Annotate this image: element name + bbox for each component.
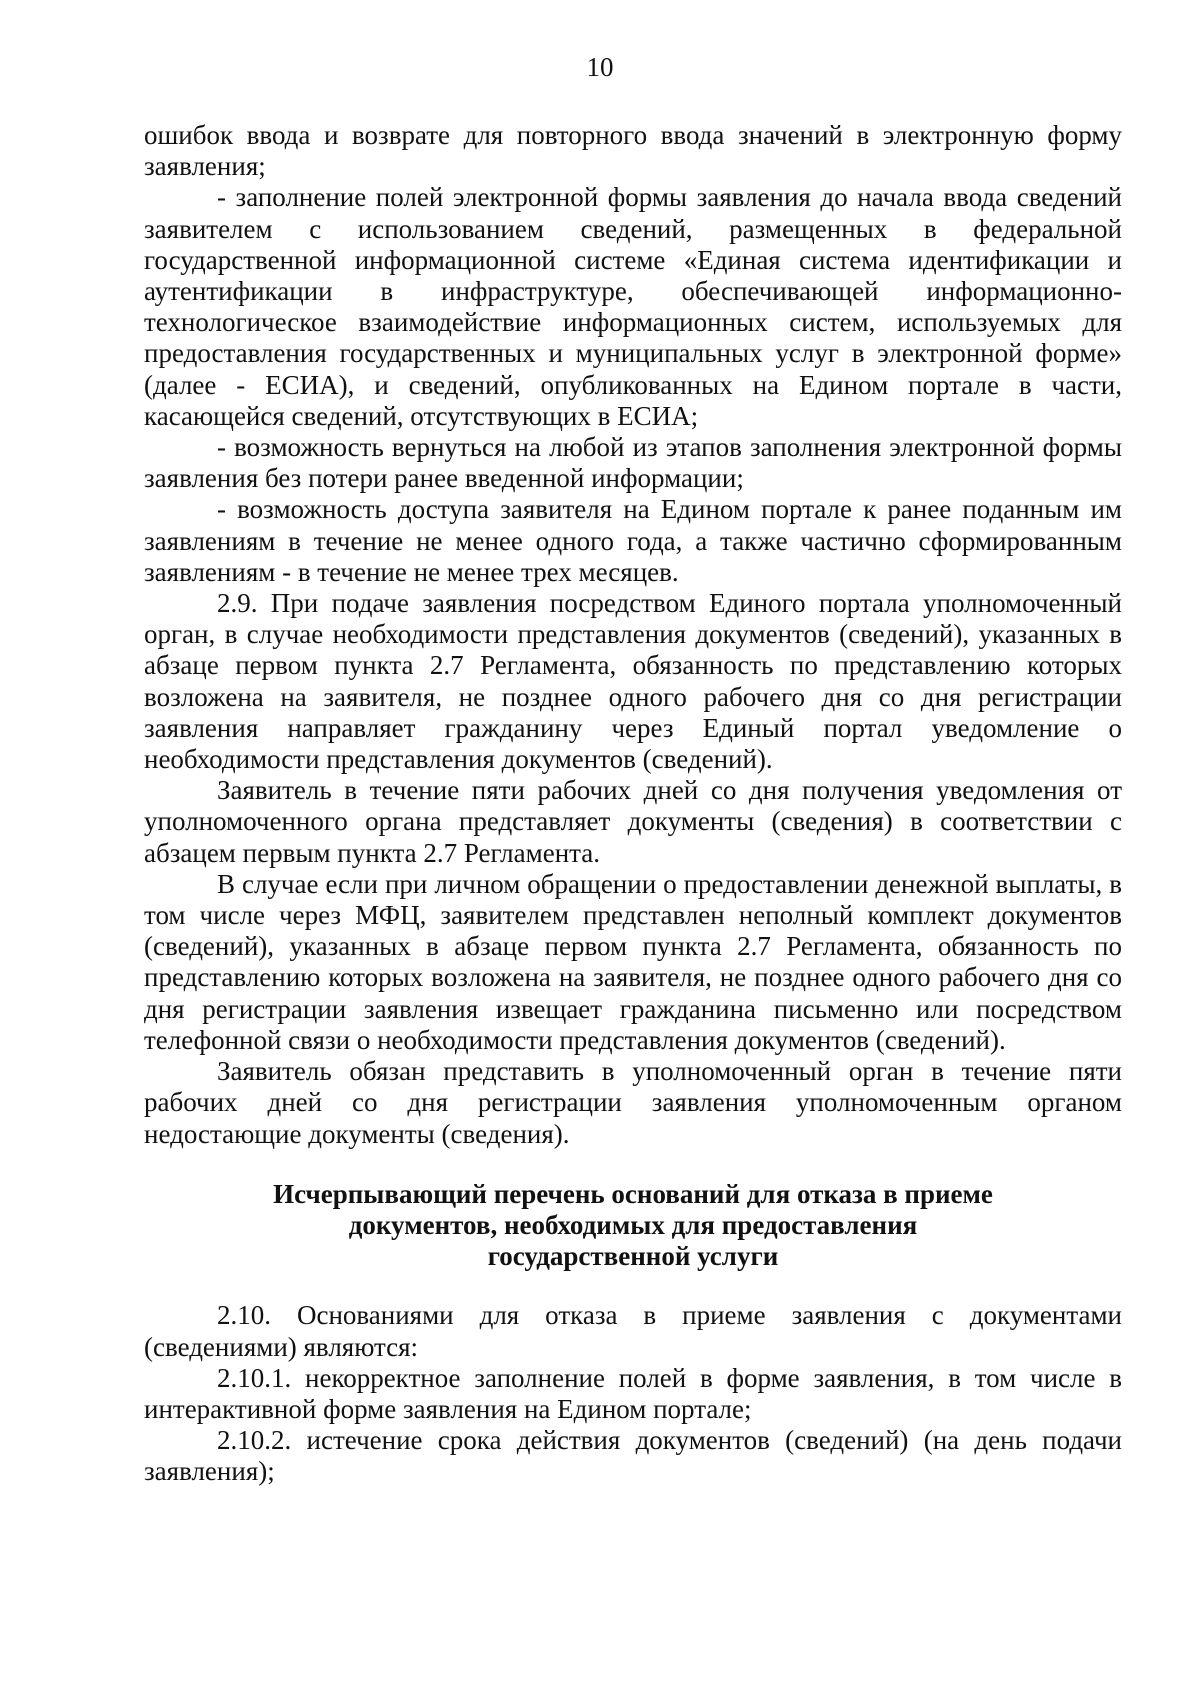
section-heading-line: документов, необходимых для предоставления bbox=[348, 1209, 918, 1240]
paragraph-clause-2-10-1: 2.10.1. некорректное заполнение полей в форме заявления, в том числе в интерактивной форме заявления на Едином портале; bbox=[144, 1362, 1122, 1424]
paragraph-clause-2-10-2: 2.10.2. истечение срока действия документов (сведений) (на день подачи заявления); bbox=[144, 1425, 1122, 1487]
paragraph-personal-appeal: В случае если при личном обращении о предоставлении денежной выплаты, в том числе через МФЦ, заявителем представлен неполный комплект документов (сведений), указанных в абзаце первом пункта 2.7 Регламента, обязанность по представлению которых возложена на заявителя, не позднее одного рабочего дня со дня регистрации заявления извещает гражданина письменно или посредством телефонной связи о необходимости представления документов (сведений). bbox=[144, 868, 1122, 1055]
paragraph-access-applications: - возможность доступа заявителя на Едином портале к ранее поданным им заявлениям в течение не менее одного года, а также частично сформированным заявлениям - в течение не менее трех месяцев. bbox=[144, 494, 1122, 587]
section-heading-line: Исчерпывающий перечень оснований для отказа в приеме bbox=[273, 1178, 993, 1209]
page-body bbox=[144, 120, 1122, 1488]
paragraph-applicant-obliged: Заявитель обязан представить в уполномоченный орган в течение пяти рабочих дней со дня регистрации заявления уполномоченным органом недостающие документы (сведения). bbox=[144, 1056, 1122, 1149]
paragraph-clause-2-10: 2.10. Основаниями для отказа в приеме заявления с документами (сведениями) являются: bbox=[144, 1300, 1122, 1362]
paragraph-prefill-esia: - заполнение полей электронной формы заявления до начала ввода сведений заявителем с использованием сведений, размещенных в федеральной государственной информационной системе «Единая система идентификации и аутентификации в инфраструктуре, обеспечивающей информационно-технологическое взаимодействие информационных систем, используемых для предоставления государственных и муниципальных услуг в электронной форме» (далее - ЕСИА), и сведений, опубликованных на Едином портале в части, касающейся сведений, отсутствующих в ЕСИА; bbox=[144, 182, 1122, 431]
section-heading bbox=[144, 1179, 1122, 1273]
page-number: 10 bbox=[586, 52, 614, 82]
paragraph-applicant-five-days: Заявитель в течение пяти рабочих дней со дня получения уведомления от уполномоченного органа представляет документы (сведения) в соответствии с абзацем первым пункта 2.7 Регламента. bbox=[144, 775, 1122, 868]
paragraph-clause-2-9: 2.9. При подаче заявления посредством Единого портала уполномоченный орган, в случае необходимости представления документов (сведений), указанных в абзаце первом пункта 2.7 Регламента, обязанность по представлению которых возложена на заявителя, не позднее одного рабочего дня со дня регистрации заявления направляет гражданину через Единый портал уведомление о необходимости представления документов (сведений). bbox=[144, 588, 1122, 775]
paragraph-continuation: ошибок ввода и возврате для повторного ввода значений в электронную форму заявления; bbox=[144, 120, 1122, 182]
paragraph-return-to-step: - возможность вернуться на любой из этапов заполнения электронной формы заявления без потери ранее введенной информации; bbox=[144, 432, 1122, 494]
section-heading-line: государственной услуги bbox=[487, 1241, 779, 1272]
